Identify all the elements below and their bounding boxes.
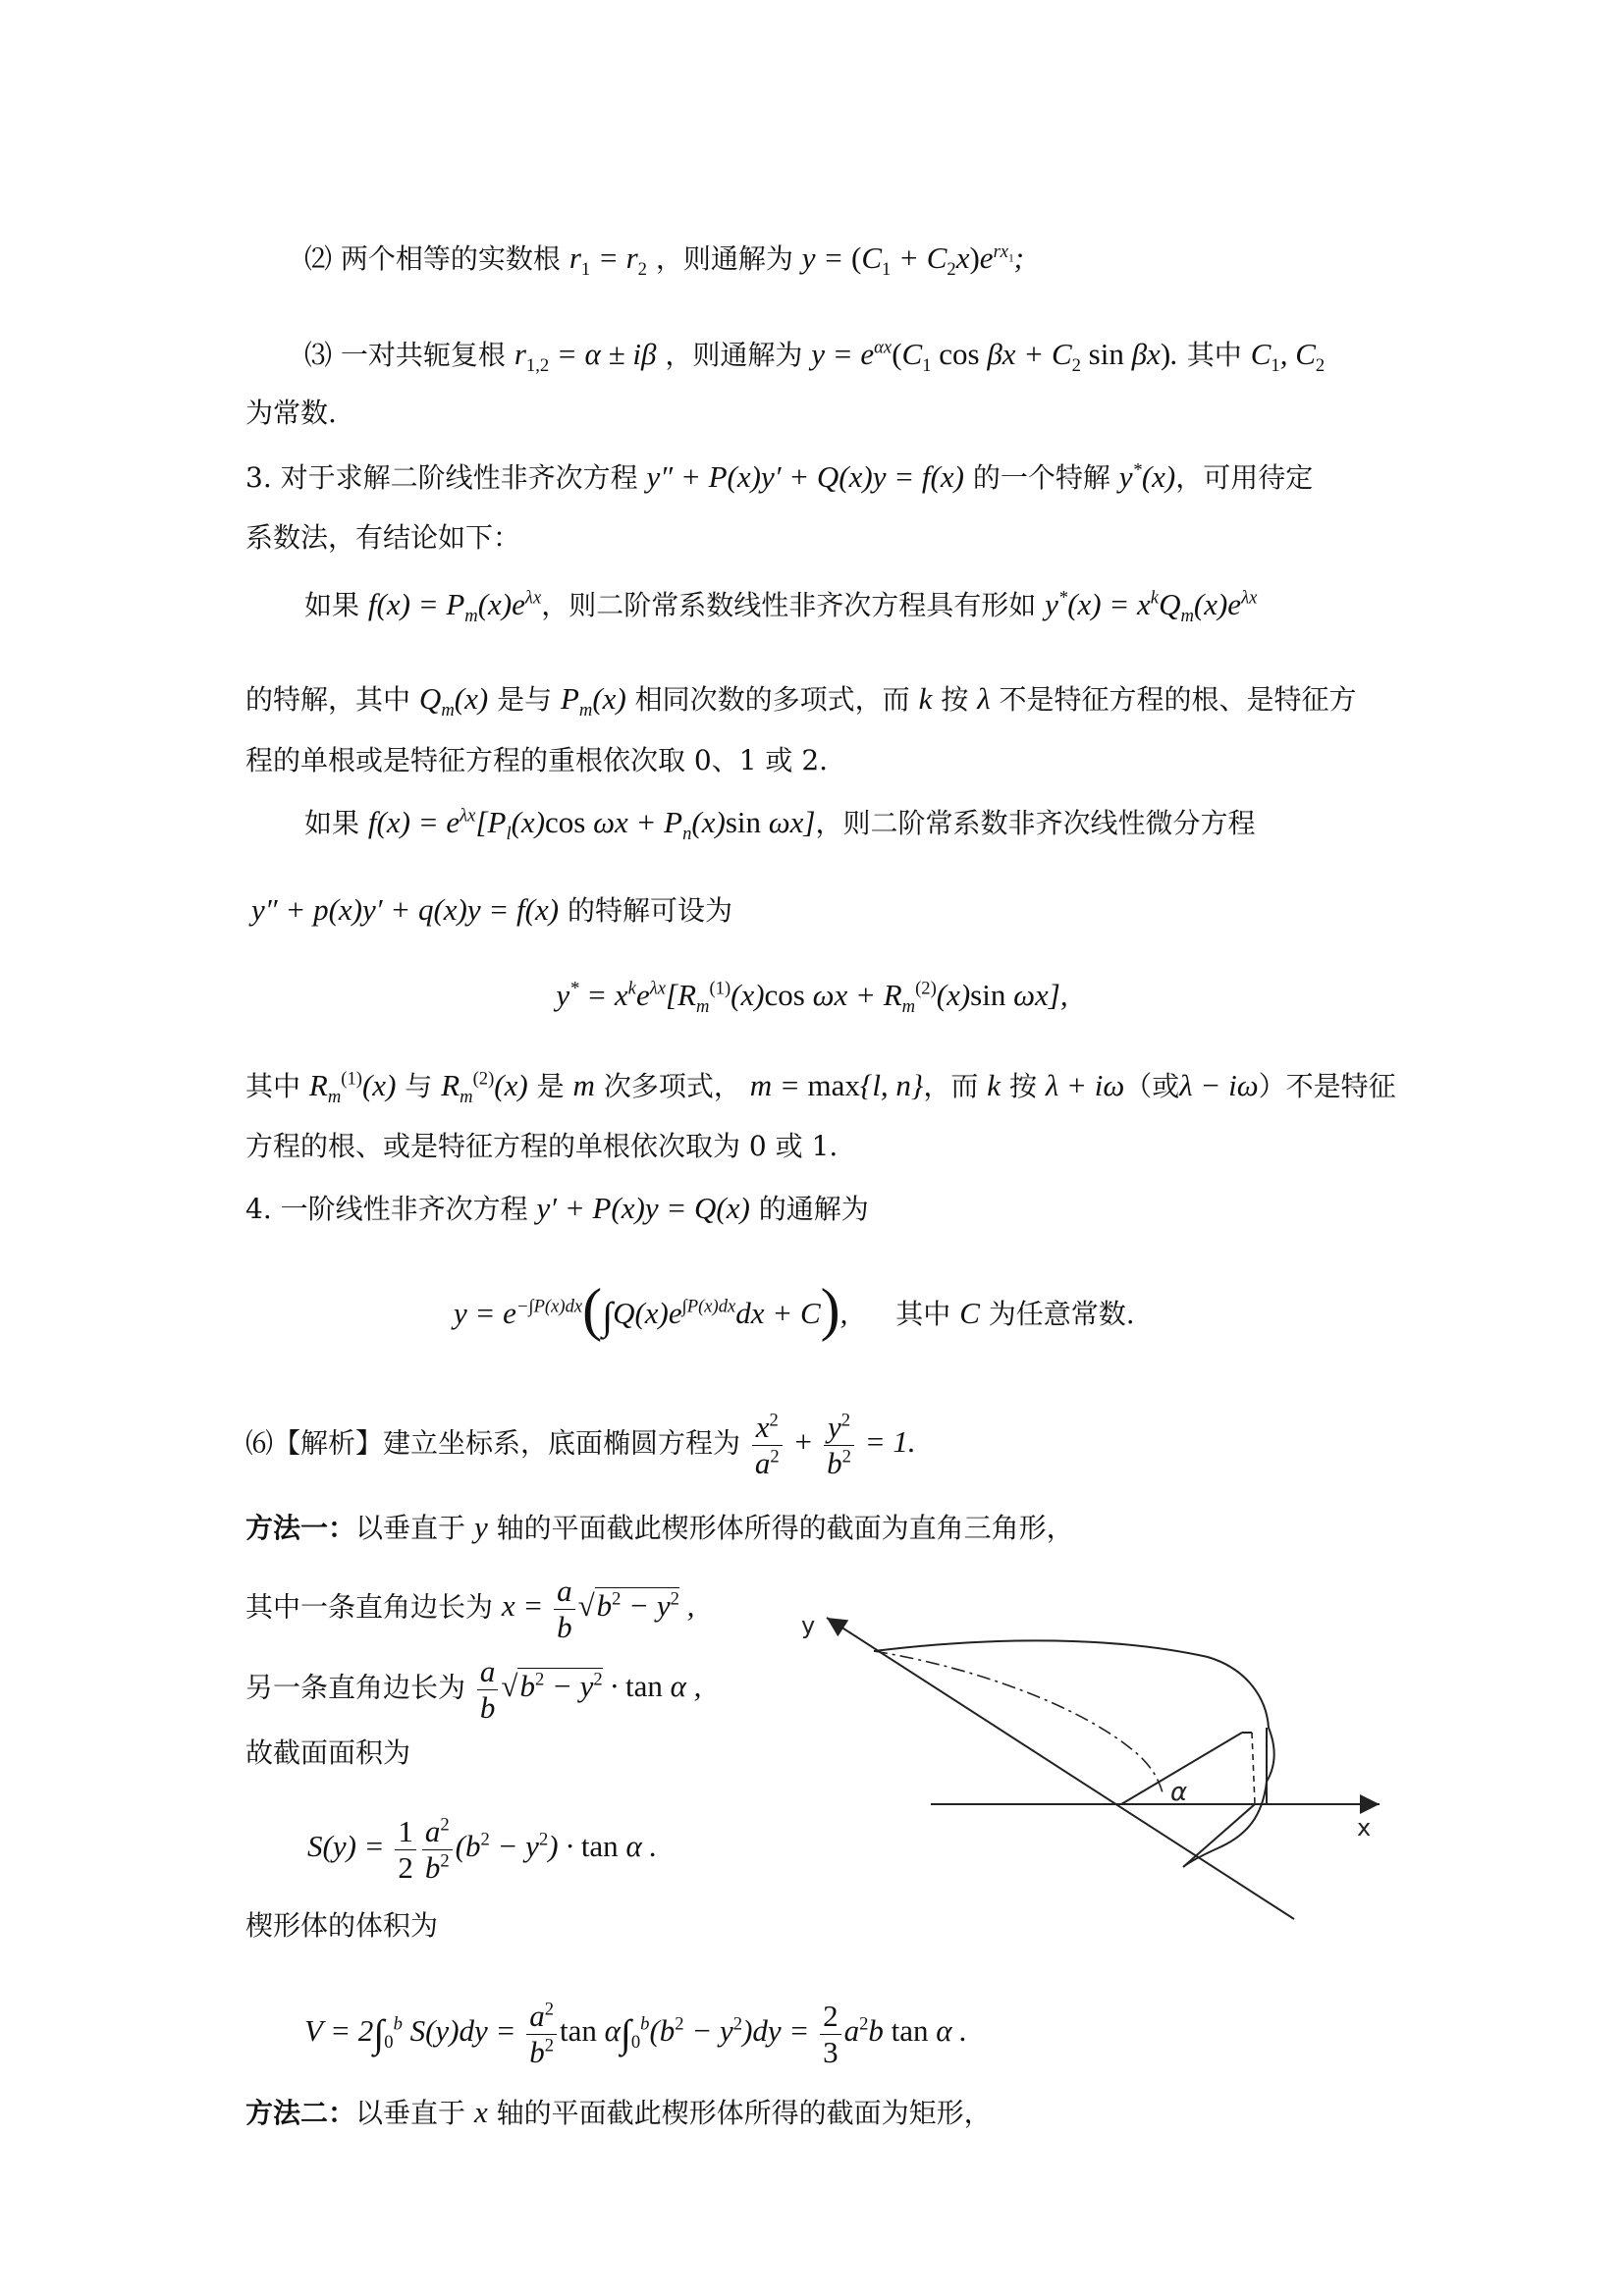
case2-mid: ，则通解为 xyxy=(655,242,793,275)
top-edge-curve xyxy=(874,1640,1274,1782)
math: y*(x) xyxy=(1118,459,1176,494)
rule2-i: 按 xyxy=(1008,1070,1037,1102)
item3-line xyxy=(245,457,1313,498)
area-text: 故截面面积为 xyxy=(245,1736,411,1769)
math: λ + iω xyxy=(1045,1068,1125,1102)
leg1-text: 其中一条直角边长为 xyxy=(245,1590,494,1624)
rule1-line3: 程的单根或是特征方程的重根依次取 0、1 或 2. xyxy=(245,744,829,776)
math: $C_1$, $C_2$ xyxy=(1250,337,1326,377)
case2-text: ⑵ 两个相等的实数根 xyxy=(304,242,561,275)
rule2-c: 的特解可设为 xyxy=(567,894,732,927)
method1-line xyxy=(245,1508,1074,1548)
rule2-line2 xyxy=(251,890,732,931)
case2-line xyxy=(304,239,1024,279)
math: $y = e^{-\int P(x)dx}(\int Q(x)e^{\int P(x)dx}dx + C)$, xyxy=(454,1277,848,1342)
base-ellipse-arc xyxy=(1183,1782,1267,1867)
leg2-line xyxy=(245,1654,701,1725)
math: x xyxy=(473,2095,488,2129)
item4-mid: 的通解为 xyxy=(758,1193,869,1225)
x-axis-label: x xyxy=(1357,1814,1372,1842)
math: S(y) = $\frac{1}{2}$ $\frac{a^2}{b^2}$ $(b^2 - y^2) \cdot \tan \alpha$ . xyxy=(307,1814,658,1885)
rule2-line4 xyxy=(245,1127,838,1166)
case3-end: 为常数. xyxy=(245,397,337,429)
rule1-e: 相同次数的多项式，而 xyxy=(634,683,910,716)
rule1-c: 的特解，其中 xyxy=(245,683,411,716)
method2-line xyxy=(245,2093,992,2133)
math: $Q_m(x)$ xyxy=(418,681,489,721)
math: y″ + P(x)y′ + Q(x)y = f(x) xyxy=(646,459,964,494)
math: k xyxy=(987,1068,1001,1102)
math: $\frac{x^2}{a^2}$ + $\frac{y^2}{b^2}$ = 1. xyxy=(749,1424,916,1459)
rule1-b: ，则二阶常系数线性非齐次方程具有形如 xyxy=(541,589,1037,621)
method1-b: 轴的平面截此楔形体所得的截面为直角三角形， xyxy=(496,1512,1074,1544)
rule2-line xyxy=(304,803,1255,843)
rule2-a: 如果 xyxy=(304,807,360,839)
method2-label: 方法二： xyxy=(245,2097,356,2129)
rule2-b: ，则二阶常系数非齐次线性微分方程 xyxy=(815,807,1256,839)
case3-mid: ，则通解为 xyxy=(665,339,803,371)
leg2-text: 另一条直角边长为 xyxy=(245,1671,466,1704)
item3-mid: 的一个特解 xyxy=(972,461,1110,494)
item4-tail: 其中 xyxy=(895,1298,951,1330)
section-lower xyxy=(1183,1804,1255,1867)
y-axis-label: y xyxy=(801,1612,816,1639)
math: λ xyxy=(977,681,991,716)
item3-tail: ，可用待定 xyxy=(1175,461,1314,494)
math: y″ + p(x)y′ + q(x)y = f(x) xyxy=(251,892,560,927)
item4-end: 为任意常数. xyxy=(988,1298,1135,1330)
math: $R_m^{(2)}(x)$ xyxy=(441,1068,528,1108)
solution-head xyxy=(245,1410,916,1480)
rule1-f: 按 xyxy=(941,683,969,716)
rule2-d: 其中 xyxy=(245,1070,301,1102)
rule2-k: ）不是特征 xyxy=(1258,1070,1396,1102)
math: $P_m(x)$ xyxy=(560,681,626,721)
math: y′ + P(x)y = Q(x) xyxy=(536,1191,750,1225)
math: λ − iω xyxy=(1179,1068,1259,1102)
method1-label: 方法一： xyxy=(245,1512,356,1544)
rule1-d: 是与 xyxy=(497,683,553,716)
case3-line xyxy=(304,335,1325,375)
case3-text: ⑶ 一对共轭复根 xyxy=(304,339,506,371)
math: $V = 2\int_0^b$ S(y)dy = $\frac{a^2}{b^2}$ $\tan \alpha\int_0^b(b^2 - y^2)dy$ = $\frac{2}{3}$ $a^2b$ tan α . xyxy=(304,1999,968,2069)
leg1-line xyxy=(245,1574,694,1644)
case3-tail: 其中 xyxy=(1186,339,1242,371)
particular-formula xyxy=(0,976,1624,1016)
alpha-label: α xyxy=(1170,1778,1188,1807)
wedge-figure xyxy=(785,1600,1394,1934)
math: y xyxy=(473,1510,488,1544)
math: C xyxy=(959,1296,980,1330)
rule2-l: 方程的根、或是特征方程的单根依次取为 xyxy=(245,1130,741,1162)
rule2-g: 次多项式， xyxy=(603,1070,741,1102)
dash-dot-curve xyxy=(874,1651,1164,1796)
num-1: 1. xyxy=(811,1130,839,1162)
method1-a: 以垂直于 xyxy=(355,1512,466,1544)
rule2-j: （或 xyxy=(1124,1070,1180,1102)
rule2-m: 或 xyxy=(775,1130,803,1162)
math: $y = e^{\alpha x}(C_1$ $\cos \beta x + C_2$ sin βx). xyxy=(811,337,1178,377)
item4-text: 4. 一阶线性非齐次方程 xyxy=(245,1193,528,1225)
rule2-e: 与 xyxy=(405,1070,433,1102)
section-dashed xyxy=(1252,1733,1255,1804)
sol-head: ⑹【解析】建立坐标系，底面椭圆方程为 xyxy=(245,1426,741,1460)
num-0: 0 xyxy=(748,1130,767,1162)
math: m xyxy=(572,1068,595,1102)
rule2-line3 xyxy=(245,1066,1396,1106)
method2-a: 以垂直于 xyxy=(355,2097,466,2129)
math: $y = (C_1 + C_2x)e^{rx_1}$; xyxy=(801,240,1024,281)
math: $\frac{a}{b}$ $√b^2 - y^2 \cdot \tan \alpha$ , xyxy=(474,1669,701,1703)
method2-b: 轴的平面截此楔形体所得的截面为矩形， xyxy=(496,2097,992,2129)
math: k xyxy=(918,681,933,716)
math: $y^* = x^ke^{\lambda x}[R_m^{(1)}(x)\cos$ $\omega x + R_m^{(2)}(x)\sin$ ωx], xyxy=(556,978,1068,1018)
rule1-line xyxy=(304,585,1257,625)
math: m = max{l, n} xyxy=(749,1068,924,1102)
item3-line2: 系数法，有结论如下： xyxy=(245,521,521,554)
area-formula xyxy=(307,1814,657,1885)
item3-text: 3. 对于求解二阶线性非齐次方程 xyxy=(245,461,638,494)
rule2-h: ，而 xyxy=(923,1070,979,1102)
item4-line xyxy=(245,1189,869,1229)
vol-text: 楔形体的体积为 xyxy=(245,1909,439,1942)
volume-formula xyxy=(304,1999,967,2069)
math: $f(x) = e^{\lambda x}[P_l(x)\cos$ $\omega x + P_n(x)\sin$ ωx] xyxy=(367,805,816,845)
math: $f(x) = P_m(x)e^{\lambda x}$ xyxy=(367,587,542,627)
math: $y^*(x) = x^kQ_m(x)e^{\lambda x}$ xyxy=(1045,587,1258,627)
rule1-g: 不是特征方程的根、是特征方 xyxy=(999,683,1357,716)
rule1-line2 xyxy=(245,679,1357,720)
math: $r_{1,2} = \alpha \pm i\beta$ xyxy=(514,337,657,377)
math: x = $\frac{a}{b}$ $√b^2 - y^2$ , xyxy=(501,1574,695,1644)
rule2-f: 是 xyxy=(536,1070,565,1102)
math: $r_1 = r_2$ xyxy=(568,240,647,281)
rule1-a: 如果 xyxy=(304,589,360,621)
first-order-formula xyxy=(454,1277,1135,1342)
math: $R_m^{(1)}(x)$ xyxy=(308,1068,397,1108)
